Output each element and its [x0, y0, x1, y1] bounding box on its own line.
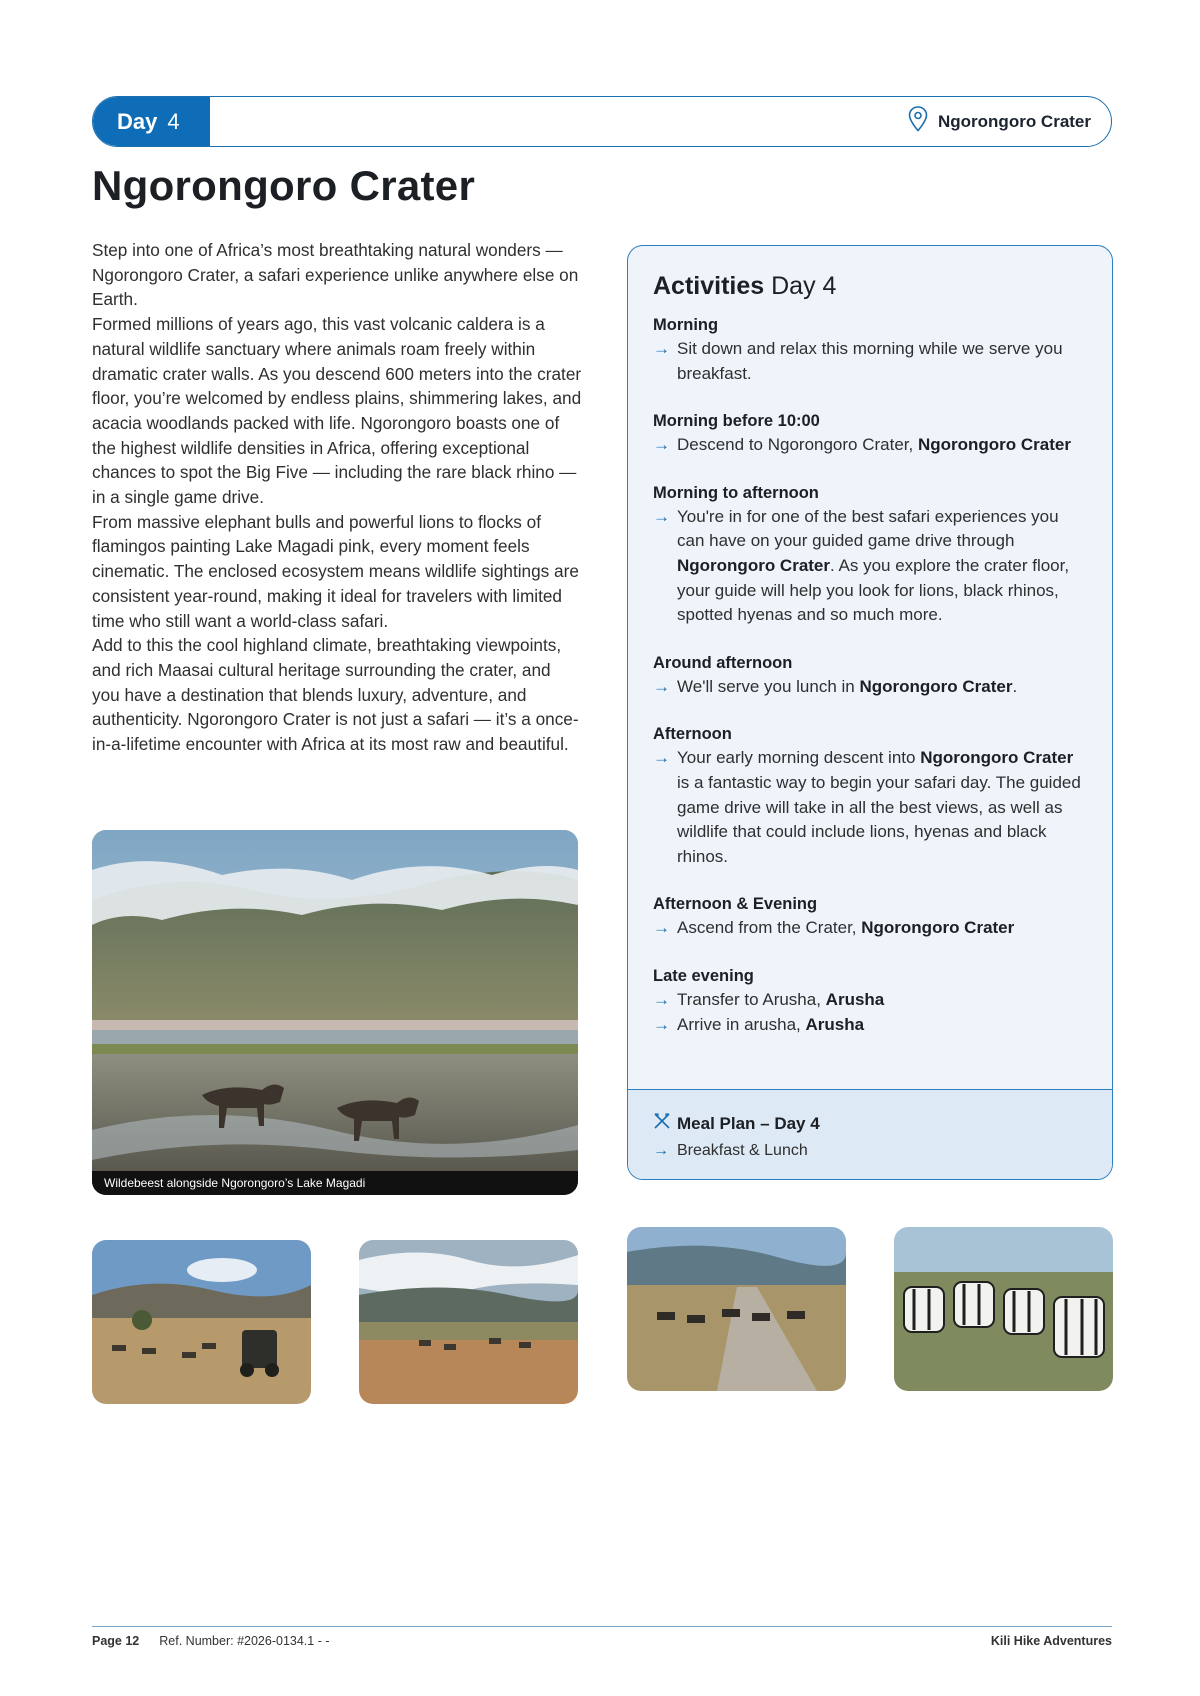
day-badge: [93, 97, 210, 146]
activity-item-highlight: Ngorongoro Crater: [917, 435, 1071, 455]
thumbnail-safari-jeep: [92, 1240, 311, 1404]
activity-item-highlight: Ngorongoro Crater: [677, 555, 830, 575]
activity-slot: [653, 651, 1087, 700]
page-title: Ngorongoro Crater: [92, 162, 476, 209]
arrow-icon: →: [653, 1014, 670, 1034]
location-label: Ngorongoro Crater: [938, 111, 1091, 131]
activity-slot: [653, 722, 1087, 869]
arrow-icon: →: [653, 989, 670, 1009]
arrow-icon: →: [653, 506, 670, 526]
activity-item: → Transfer to Arusha, Arusha: [653, 988, 1087, 1013]
activity-item: → Your early morning descent into Ngorongoro Crater is a fantastic way to begin your safari day. The guided game drive will take in all the best views, as well as wildlife that could include lions, hyenas and black rhinos.: [653, 748, 1081, 866]
utensils-icon: [653, 1112, 671, 1135]
intro-paragraph: Formed millions of years ago, this vast volcanic caldera is a natural wildlife sanctuary where animals roam freely within dramatic crater walls. As you descend 600 meters into the crater floor, you’re welcomed by endless plains, shimmering lakes, and acacia woodlands packed with life. Ngorongoro boasts one of the highest wildlife densities in Africa, offering exceptional chances to spot the Big Five — including the rare black rhino — in a single game drive.: [92, 314, 582, 508]
intro-paragraph: From massive elephant bulls and powerful lions to flocks of flamingos painting Lake Magadi pink, every moment feels cinematic. The enclosed ecosystem means wildlife sightings are consistent year-round, making it ideal for travelers with limited time who still want a world-class safari.: [92, 511, 579, 631]
activity-item-highlight: Arusha: [825, 989, 885, 1009]
day-header-bar: [92, 96, 1112, 147]
thumbnail-crater-plains: [359, 1240, 578, 1404]
activity-slot: [653, 313, 1087, 386]
page-footer: [92, 1634, 1112, 1648]
photo-caption: Wildebeest alongside Ngorongoro’s Lake Magadi: [92, 1171, 578, 1195]
activity-slot-label: Afternoon & Evening: [653, 895, 818, 914]
activity-item: → Sit down and relax this morning while we serve you breakfast.: [653, 339, 1063, 383]
page-number: Page 12: [92, 1634, 140, 1648]
intro-paragraph: Add to this the cool highland climate, breathtaking viewpoints, and rich Maasai cultural heritage surrounding the crater, and you have a destination that blends luxury, adventure, and authenticity. Ngorongoro Crater is not just a safari — it’s a once-in-a-lifetime encounter with Africa at its most raw and beautiful.: [92, 635, 579, 755]
day-label: Day: [117, 108, 158, 134]
activity-slot-label: Morning: [653, 316, 719, 334]
activity-item: → Arrive in arusha, Arusha: [653, 1013, 1087, 1038]
reference-number: Ref. Number: #2026-0134.1 - -: [159, 1634, 330, 1648]
footer-divider: [92, 1626, 1112, 1627]
activity-item-highlight: Ngorongoro Crater: [861, 918, 1015, 938]
activity-slot: [653, 892, 1087, 941]
main-photo-wildebeest: [92, 830, 578, 1195]
meal-plan: [628, 1089, 1112, 1179]
day-location: [908, 97, 1091, 146]
activity-item: → Descend to Ngorongoro Crater, Ngorongoro Crater: [653, 433, 1087, 458]
meal-plan-item: [653, 1139, 1087, 1163]
arrow-icon: →: [653, 748, 670, 768]
activity-slot: [653, 409, 1087, 458]
activity-slot-label: Afternoon: [653, 725, 732, 744]
activity-item-highlight: Ngorongoro Crater: [920, 748, 1074, 768]
activity-item-highlight: Arusha: [805, 1014, 865, 1034]
arrow-icon: →: [653, 435, 670, 455]
activity-item-highlight: Ngorongoro Crater: [859, 676, 1013, 696]
activity-item: → Ascend from the Crater, Ngorongoro Crater: [653, 916, 1087, 941]
activities-title-bold: Activities: [653, 272, 765, 300]
company-name: Kili Hike Adventures: [990, 1634, 1112, 1648]
arrow-icon: →: [653, 918, 670, 938]
activities-title-day: Day 4: [764, 272, 837, 300]
activity-slots: [653, 313, 1087, 1037]
activity-slot-label: Late evening: [653, 966, 754, 985]
meal-plan-title: Meal Plan – Day 4: [677, 1113, 820, 1133]
arrow-icon: →: [653, 339, 670, 358]
activity-slot: [653, 481, 1087, 628]
activities-title: [653, 272, 1087, 301]
day-number: 4: [167, 108, 180, 134]
activity-slot-label: Around afternoon: [653, 653, 793, 672]
activity-slot: [653, 964, 1087, 1037]
activity-item: → We'll serve you lunch in Ngorongoro Crater.: [653, 675, 1087, 700]
thumbnail-wildebeest-road: [627, 1227, 846, 1391]
arrow-icon: →: [653, 1142, 669, 1159]
intro-text: [92, 238, 582, 757]
meal-plan-title-row: [653, 1112, 1087, 1135]
intro-paragraph: Step into one of Africa’s most breathtaking natural wonders — Ngorongoro Crater, a safari experience unlike anywhere else on Earth.: [92, 240, 579, 310]
activity-slot-label: Morning before 10:00: [653, 412, 820, 431]
arrow-icon: →: [653, 676, 670, 696]
activities-panel: [627, 245, 1113, 1180]
activity-slot-label: Morning to afternoon: [653, 483, 819, 502]
thumbnail-zebras: [894, 1227, 1113, 1391]
meal-plan-item-text: Breakfast & Lunch: [677, 1142, 808, 1159]
location-pin-icon: [908, 106, 928, 137]
activity-item: → You're in for one of the best safari experiences you can have on your guided game drive through Ngorongoro Crater. As you explore the crater floor, your guide will help you look for lions, black rhinos, spotted hyenas and so much more.: [653, 506, 1070, 625]
